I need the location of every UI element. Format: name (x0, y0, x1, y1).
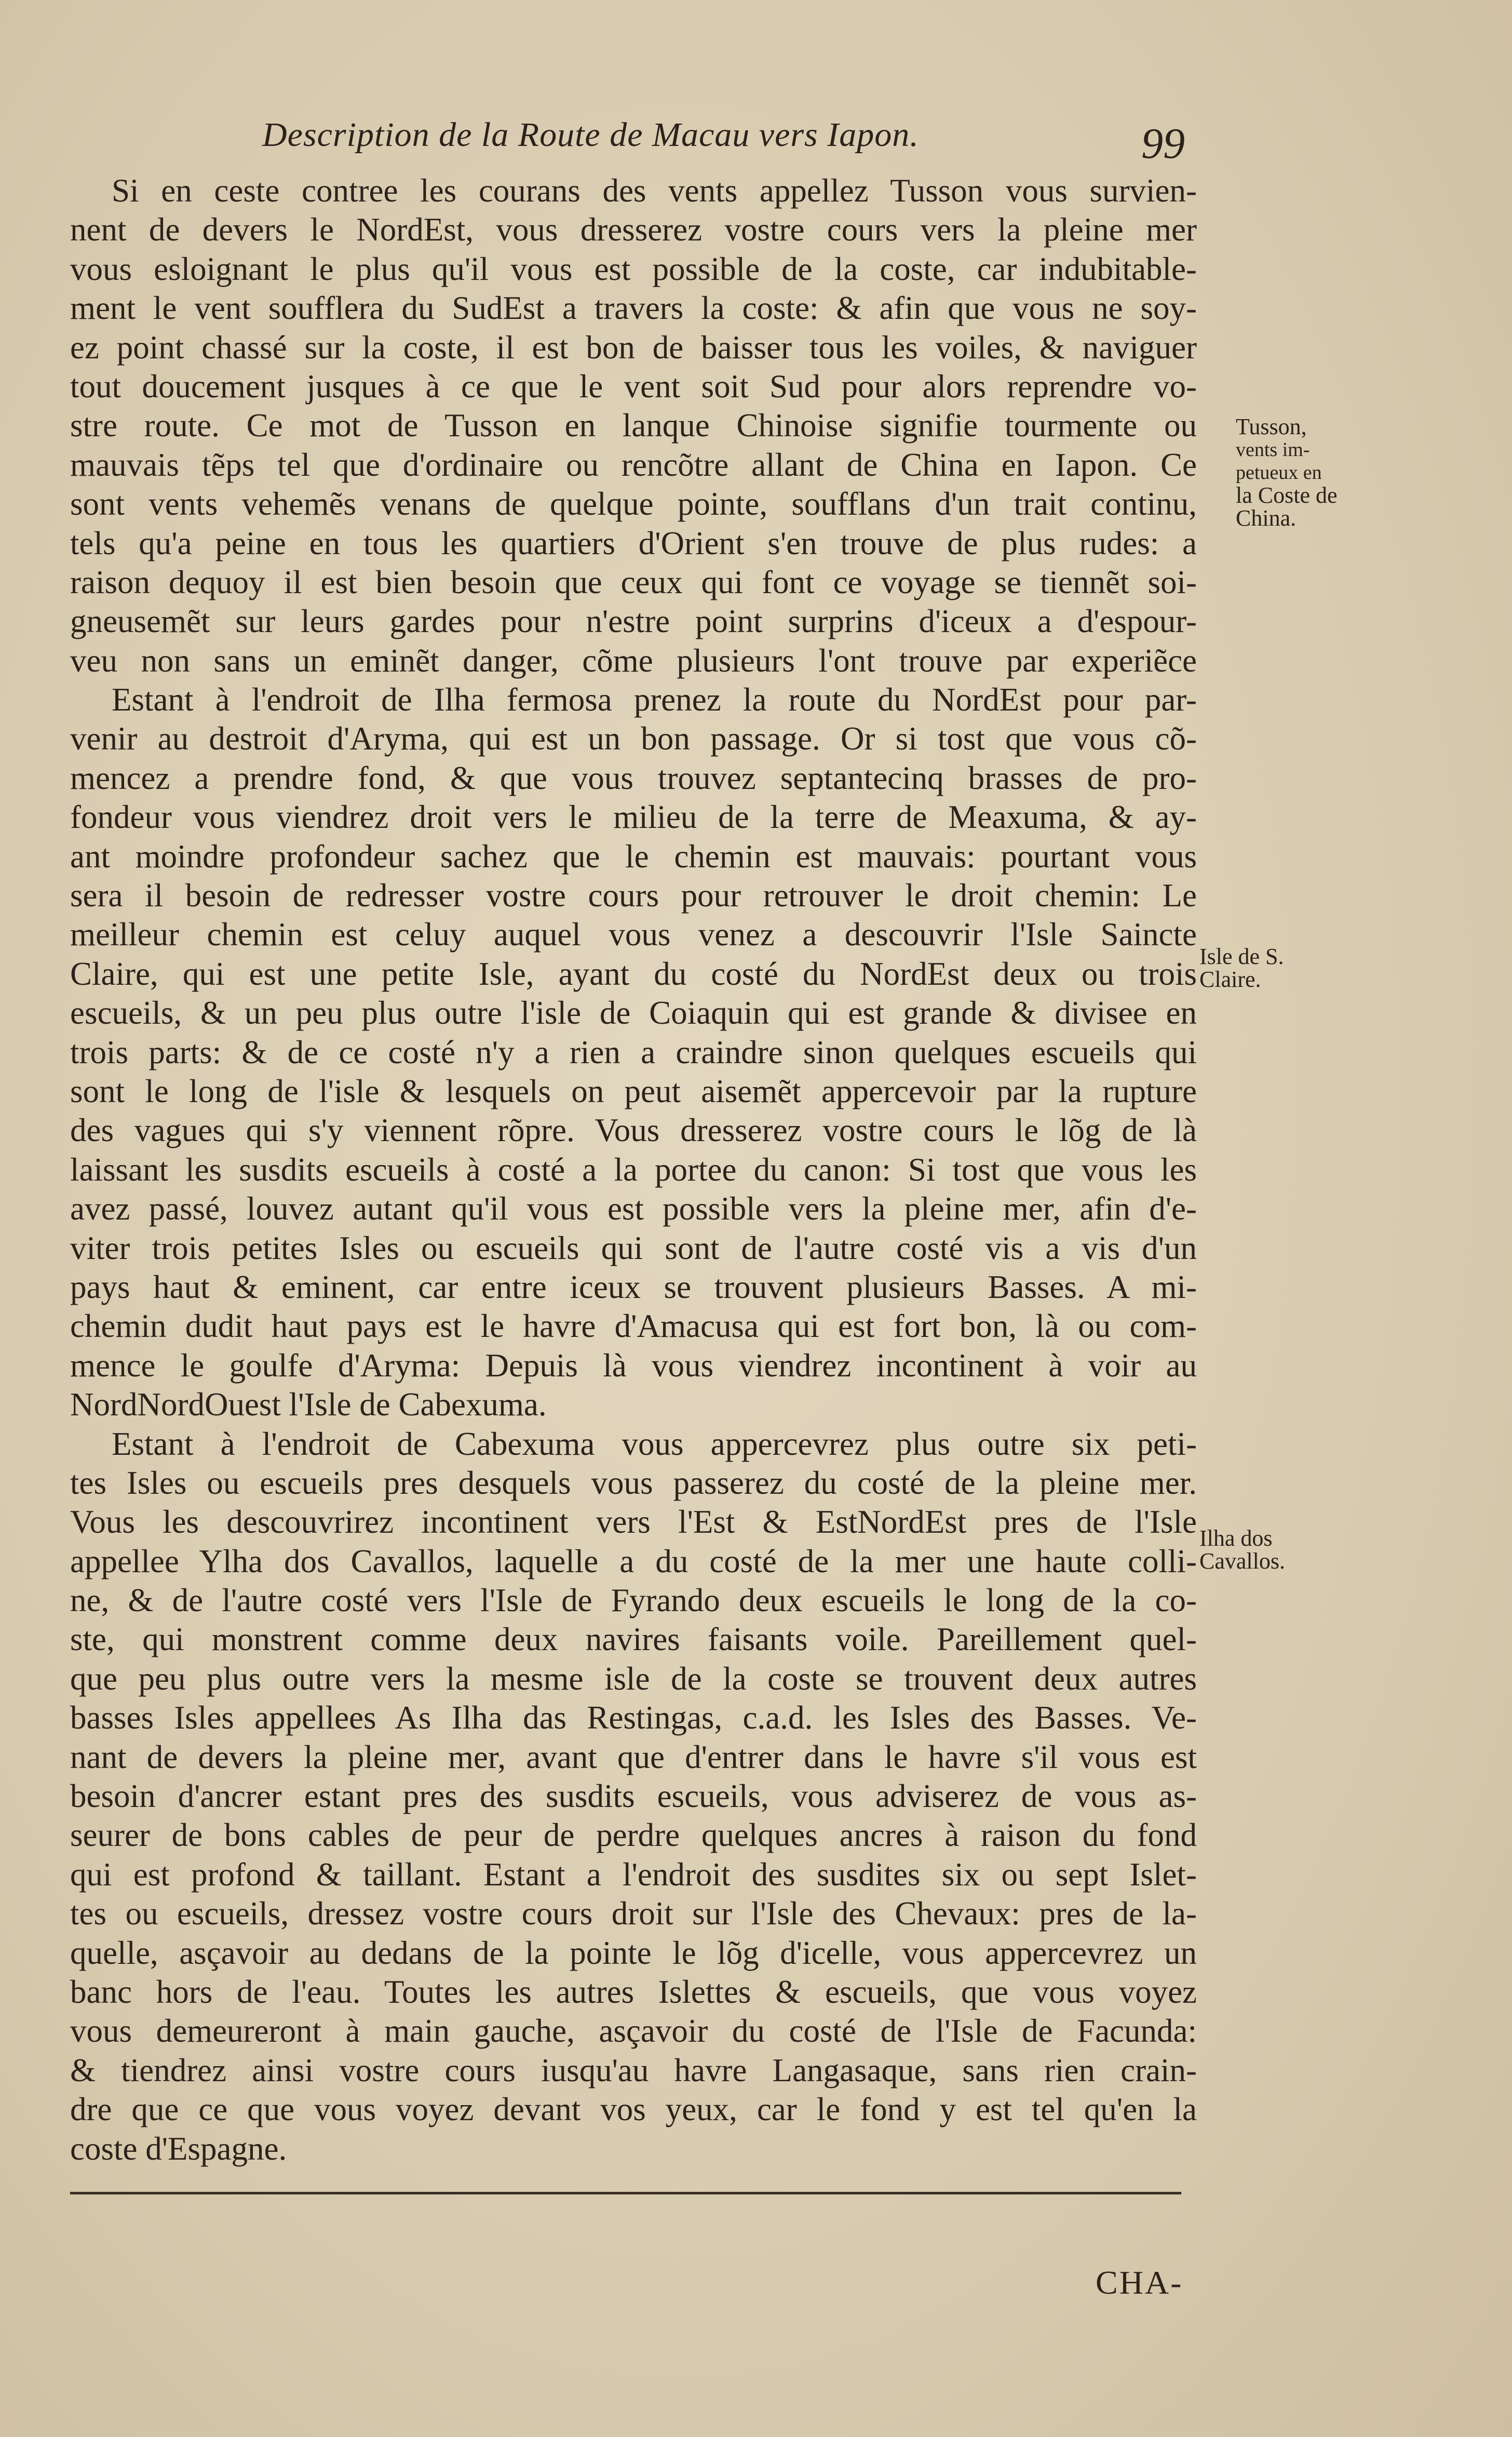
marginal-note-ilha-cavallos (1199, 1527, 1285, 1573)
body-line: tout doucement jusques à ce que le vent soit Sud pour alors reprendre vo- (70, 368, 1197, 405)
body-line: mence le goulfe d'Aryma: Depuis là vous viendrez incontinent à voir au (70, 1347, 1197, 1384)
body-line: veu non sans un eminẽt danger, cõme plusieurs l'ont trouve par experiẽce (70, 642, 1197, 679)
body-line: coste d'Espagne. (70, 2130, 287, 2167)
marginal-note-line: Tusson, (1236, 414, 1307, 439)
body-line: vous demeureront à main gauche, asçavoir du costé de l'Isle de Facunda: (70, 2013, 1197, 2050)
body-line: Si en ceste contree les courans des vents appellez Tusson vous survien- (112, 172, 1197, 209)
body-line: meilleur chemin est celuy auquel vous venez a descouvrir l'Isle Saincte (70, 916, 1197, 953)
body-line: gneusemẽt sur leurs gardes pour n'estre point surprins d'iceux a d'espour- (70, 603, 1197, 640)
marginal-note-line: vents im- (1236, 439, 1310, 461)
body-line: des vagues qui s'y viennent rõpre. Vous dresserez vostre cours le lõg de là (70, 1112, 1197, 1149)
page-number: 99 (1141, 119, 1185, 168)
body-line: tels qu'a peine en tous les quartiers d'Orient s'en trouve de plus rudes: a (70, 525, 1197, 561)
catchword: CHA- (1096, 2264, 1183, 2301)
body-line: mencez a prendre fond, & que vous trouvez septantecinq brasses de pro- (70, 759, 1197, 796)
body-line: raison dequoy il est bien besoin que ceux qui font ce voyage se tiennẽt soi- (70, 564, 1197, 600)
body-line: Estant à l'endroit de Cabexuma vous appercevrez plus outre six peti- (112, 1425, 1197, 1462)
marginal-note-tusson (1236, 416, 1338, 530)
marginal-note-line: Isle de S. (1199, 944, 1284, 969)
marginal-note-line: la Coste de (1236, 483, 1338, 508)
body-line: seurer de bons cables de peur de perdre quelques ancres à raison du fond (70, 1817, 1197, 1854)
body-line: qui est profond & taillant. Estant a l'endroit des susdites six ou sept Islet- (70, 1856, 1197, 1893)
marginal-note-line: Ilha dos (1199, 1525, 1273, 1551)
body-line: ment le vent soufflera du SudEst a travers la coste: & afin que vous ne soy- (70, 290, 1197, 327)
body-line: laissant les susdits escueils à costé a la portee du canon: Si tost que vous les (70, 1151, 1197, 1188)
body-line: viter trois petites Isles ou escueils qui sont de l'autre costé vis a vis d'un (70, 1229, 1197, 1266)
body-line: nant de devers la pleine mer, avant que d'entrer dans le havre s'il vous est (70, 1738, 1197, 1775)
marginal-note-line: China. (1236, 505, 1297, 531)
body-line: que peu plus outre vers la mesme isle de la coste se trouvent deux autres (70, 1660, 1197, 1697)
running-title: Description de la Route de Macau vers Iapon. (262, 116, 919, 154)
body-line: tes Isles ou escueils pres desquels vous passerez du costé de la pleine mer. (70, 1464, 1197, 1501)
body-line: fondeur vous viendrez droit vers le milieu de la terre de Meaxuma, & ay- (70, 799, 1197, 836)
body-line: & tiendrez ainsi vostre cours iusqu'au havre Langasaque, sans rien crain- (70, 2052, 1197, 2088)
body-line: chemin dudit haut pays est le havre d'Amacusa qui est fort bon, là ou com- (70, 1308, 1197, 1345)
body-line: pays haut & eminent, car entre iceux se trouvent plusieurs Basses. A mi- (70, 1268, 1197, 1305)
body-line: mauvais tẽps tel que d'ordinaire ou rencõtre allant de China en Iapon. Ce (70, 446, 1197, 483)
body-line: ez point chassé sur la coste, il est bon de baisser tous les voiles, & naviguer (70, 329, 1197, 366)
marginal-note-isle-claire (1199, 945, 1284, 991)
body-line: besoin d'ancrer estant pres des susdits escueils, vous adviserez de vous as- (70, 1778, 1197, 1815)
body-line: Estant à l'endroit de Ilha fermosa prenez la route du NordEst pour par- (112, 681, 1197, 718)
body-line: quelle, asçavoir au dedans de la pointe le lõg d'icelle, vous appercevrez un (70, 1934, 1197, 1971)
body-line: stre route. Ce mot de Tusson en lanque Chinoise signifie tourmente ou (70, 407, 1197, 444)
body-line: nent de devers le NordEst, vous dresserez vostre cours vers la pleine mer (70, 211, 1197, 248)
body-line: trois parts: & de ce costé n'y a rien a craindre sinon quelques escueils qui (70, 1034, 1197, 1070)
body-line: Claire, qui est une petite Isle, ayant du costé du NordEst deux ou trois (70, 955, 1197, 992)
body-line: appellee Ylha dos Cavallos, laquelle a du costé de la mer une haute colli- (70, 1543, 1197, 1579)
body-line: escueils, & un peu plus outre l'isle de Coiaquin qui est grande & divisee en (70, 995, 1197, 1032)
body-line: Vous les descouvrirez incontinent vers l'Est & EstNordEst pres de l'Isle (70, 1504, 1197, 1541)
body-line: ste, qui monstrent comme deux navires faisants voile. Pareillement quel- (70, 1621, 1197, 1658)
body-line: tes ou escueils, dressez vostre cours droit sur l'Isle des Chevaux: pres de la- (70, 1895, 1197, 1932)
marginal-note-line: Cavallos. (1199, 1548, 1285, 1574)
body-line: banc hors de l'eau. Toutes les autres Islettes & escueils, que vous voyez (70, 1973, 1197, 2010)
body-line: sera il besoin de redresser vostre cours pour retrouver le droit chemin: Le (70, 877, 1197, 914)
section-rule (70, 2192, 1181, 2194)
body-line: ne, & de l'autre costé vers l'Isle de Fyrando deux escueils le long de la co- (70, 1582, 1197, 1619)
body-line: NordNordOuest l'Isle de Cabexuma. (70, 1386, 547, 1423)
body-line: avez passé, louvez autant qu'il vous est possible vers la pleine mer, afin d'e- (70, 1190, 1197, 1227)
body-line: sont vents vehemẽs venans de quelque pointe, soufflans d'un trait continu, (70, 486, 1197, 523)
body-line: vous esloignant le plus qu'il vous est possible de la coste, car indubitable- (70, 250, 1197, 287)
body-line: ant moindre profondeur sachez que le chemin est mauvais: pourtant vous (70, 838, 1197, 875)
marginal-note-line: Claire. (1199, 967, 1261, 992)
body-line: sont le long de l'isle & lesquels on peut aisemẽt appercevoir par la rupture (70, 1073, 1197, 1109)
body-line: basses Isles appellees As Ilha das Restingas, c.a.d. les Isles des Basses. Ve- (70, 1699, 1197, 1736)
marginal-note-line: petueux en (1236, 462, 1322, 484)
body-text (70, 171, 1197, 2168)
body-line: dre que ce que vous voyez devant vos yeux, car le fond y est tel qu'en la (70, 2091, 1197, 2128)
body-line: venir au destroit d'Aryma, qui est un bon passage. Or si tost que vous cõ- (70, 720, 1197, 757)
